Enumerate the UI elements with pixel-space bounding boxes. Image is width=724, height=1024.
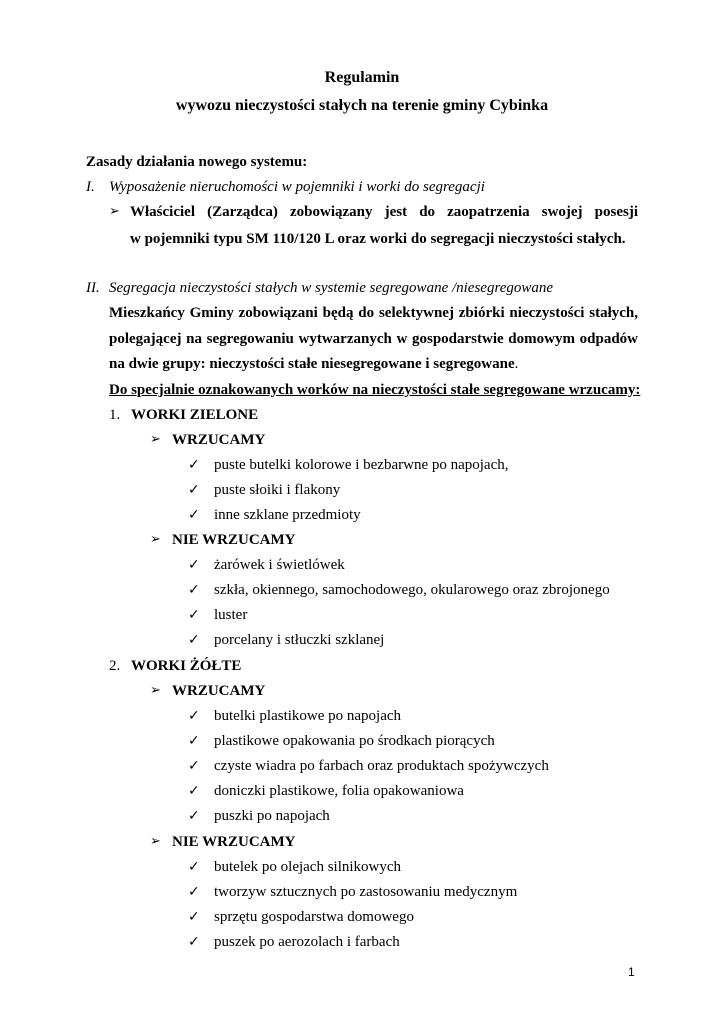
check-icon: ✓ (188, 632, 200, 648)
yellow-no-item: tworzyw sztucznych po zastosowaniu medycznym (214, 884, 518, 900)
check-icon: ✓ (188, 859, 200, 875)
green-yes-item: puste słoiki i flakony (214, 482, 341, 498)
yellow-no-item: butelek po olejach silnikowych (214, 859, 402, 875)
arrow-bullet-icon: ➢ (150, 432, 161, 447)
section-2-para-line-2: polegającej na segregowaniu wytwarzanych w gospodarstwie domowym odpadów (109, 331, 638, 347)
yellow-no-label: NIE WRZUCAMY (172, 834, 296, 850)
check-icon: ✓ (188, 758, 200, 774)
check-icon: ✓ (188, 808, 200, 824)
check-icon: ✓ (188, 482, 200, 498)
section-2-underlined-intro: Do specjalnie oznakowanych worków na nieczystości stałe segregowane wrzucamy: (109, 382, 641, 398)
arrow-bullet-icon: ➢ (150, 532, 161, 547)
green-no-item: szkła, okiennego, samochodowego, okularowego oraz zbrojonego (214, 582, 610, 598)
green-no-item: porcelany i stłuczki szklanej (214, 632, 385, 648)
green-no-item: luster (214, 607, 248, 623)
section-1-bullet-line-1: Właściciel (Zarządca) zobowiązany jest do zaopatrzenia swojej posesji (130, 204, 638, 220)
section-2-numeral: II. (86, 280, 100, 296)
check-icon: ✓ (188, 607, 200, 623)
check-icon: ✓ (188, 884, 200, 900)
yellow-no-item: sprzętu gospodarstwa domowego (214, 909, 414, 925)
yellow-yes-item: plastikowe opakowania po środkach piorących (214, 733, 495, 749)
yellow-bags-label: WORKI ŻÓŁTE (131, 658, 242, 674)
yellow-bags-number: 2. (109, 658, 121, 674)
green-yes-item: inne szklane przedmioty (214, 507, 361, 523)
arrow-bullet-icon: ➢ (109, 204, 120, 219)
page-number: 1 (628, 965, 635, 979)
yellow-yes-label: WRZUCAMY (172, 683, 266, 699)
check-icon: ✓ (188, 783, 200, 799)
yellow-no-item: puszek po aerozolach i farbach (214, 934, 400, 950)
yellow-yes-item: puszki po napojach (214, 808, 330, 824)
check-icon: ✓ (188, 708, 200, 724)
check-icon: ✓ (188, 557, 200, 573)
section-2-heading: Segregacja nieczystości stałych w systemie segregowane /niesegregowane (109, 280, 554, 296)
yellow-yes-item: doniczki plastikowe, folia opakowaniowa (214, 783, 464, 799)
yellow-yes-item: butelki plastikowe po napojach (214, 708, 402, 724)
intro-heading: Zasady działania nowego systemu: (86, 154, 308, 170)
check-icon: ✓ (188, 733, 200, 749)
check-icon: ✓ (188, 909, 200, 925)
section-1-heading: Wyposażenie nieruchomości w pojemniki i worki do segregacji (109, 179, 485, 195)
check-icon: ✓ (188, 457, 200, 473)
check-icon: ✓ (188, 507, 200, 523)
section-2-para-line-3: na dwie grupy: nieczystości stałe niesegregowane i segregowane (109, 356, 515, 372)
green-yes-item: puste butelki kolorowe i bezbarwne po napojach, (214, 457, 509, 473)
check-icon: ✓ (188, 934, 200, 950)
green-bags-number: 1. (109, 407, 121, 423)
arrow-bullet-icon: ➢ (150, 683, 161, 698)
section-2-para-end: . (514, 356, 519, 372)
green-yes-label: WRZUCAMY (172, 432, 266, 448)
section-1-numeral: I. (86, 179, 95, 195)
document-subtitle: wywozu nieczystości stałych na terenie gminy Cybinka (175, 97, 549, 114)
section-1-bullet-line-2: w pojemniki typu SM 110/120 L oraz worki do segregacji nieczystości stałych. (130, 231, 626, 247)
check-icon: ✓ (188, 582, 200, 598)
green-bags-label: WORKI ZIELONE (131, 407, 259, 423)
section-2-para-line-3-wrap (109, 354, 518, 374)
document-title: Regulamin (324, 69, 400, 86)
green-no-label: NIE WRZUCAMY (172, 532, 296, 548)
section-2-para-line-1: Mieszkańcy Gminy zobowiązani będą do selektywnej zbiórki nieczystości stałych, (109, 305, 638, 321)
yellow-yes-item: czyste wiadra po farbach oraz produktach spożywczych (214, 758, 549, 774)
green-no-item: żarówek i świetlówek (214, 557, 345, 573)
arrow-bullet-icon: ➢ (150, 834, 161, 849)
